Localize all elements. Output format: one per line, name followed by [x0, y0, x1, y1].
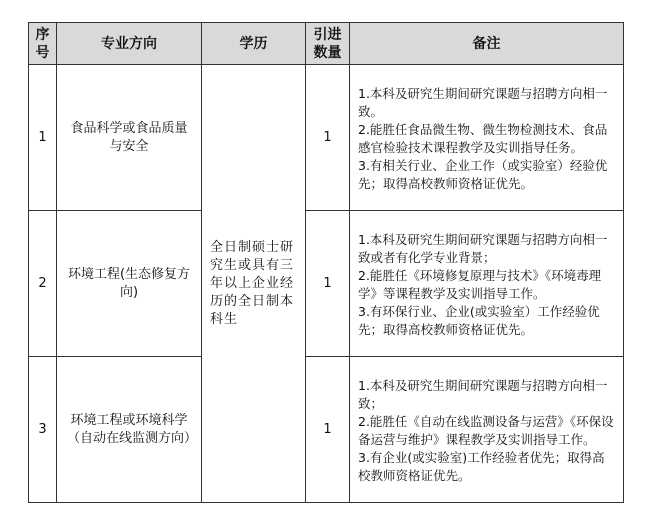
- remark-item: 3.有环保行业、企业(或实验室）工作经验优先；取得高校教师资格证优先。: [358, 303, 600, 337]
- remark-item: 3.有企业(或实验室)工作经验者优先；取得高校教师资格证优先。: [358, 449, 605, 483]
- header-education: 学历: [202, 23, 306, 65]
- table-container: [28, 22, 624, 503]
- header-quota-line1: 引进: [313, 26, 342, 43]
- row-major: 环境工程(生态修复方向): [57, 211, 202, 357]
- remark-item: 1.本科及研究生期间研究课题与招聘方向相一致或者有化学专业背景；: [358, 231, 608, 265]
- remark-item: 2.能胜任《环境修复原理与技术》《环境毒理学》等课程教学及实训指导工作。: [358, 267, 602, 301]
- row-seq: 2: [29, 211, 57, 357]
- row-quota: 1: [306, 357, 350, 503]
- row-major: 食品科学或食品质量与安全: [57, 65, 202, 211]
- row-quota: 1: [306, 211, 350, 357]
- remark-item: 2.能胜任食品微生物、微生物检测技术、食品感官检验技术课程教学及实训指导任务。: [358, 121, 608, 155]
- header-row: [29, 23, 624, 65]
- header-major: 专业方向: [57, 23, 202, 65]
- row-remarks: [350, 65, 624, 211]
- header-quota: [306, 23, 350, 65]
- row-seq: 3: [29, 357, 57, 503]
- header-remarks: 备注: [350, 23, 624, 65]
- table-row: [29, 211, 624, 357]
- row-seq: 1: [29, 65, 57, 211]
- education-cell: 全日制硕士研究生或具有三年以上企业经历的全日制本科生: [202, 65, 306, 503]
- remark-item: 1.本科及研究生期间研究课题与招聘方向相一致；: [358, 377, 608, 411]
- row-remarks: [350, 357, 624, 503]
- row-major: 环境工程或环境科学（自动在线监测方向）: [57, 357, 202, 503]
- header-seq: [29, 23, 57, 65]
- header-seq-char1: 序: [35, 26, 50, 43]
- header-quota-line2: 数量: [313, 44, 342, 61]
- recruitment-table: [28, 22, 624, 503]
- remark-item: 1.本科及研究生期间研究课题与招聘方向相一致。: [358, 85, 608, 119]
- header-seq-char2: 号: [35, 44, 50, 61]
- row-quota: 1: [306, 65, 350, 211]
- remark-item: 2.能胜任《自动在线监测设备与运营》《环保设备运营与维护》课程教学及实训指导工作。: [358, 413, 614, 447]
- row-remarks: [350, 211, 624, 357]
- remark-item: 3.有相关行业、企业工作（或实验室）经验优先；取得高校教师资格证优先。: [358, 157, 608, 191]
- table-row: [29, 357, 624, 503]
- table-row: [29, 65, 624, 211]
